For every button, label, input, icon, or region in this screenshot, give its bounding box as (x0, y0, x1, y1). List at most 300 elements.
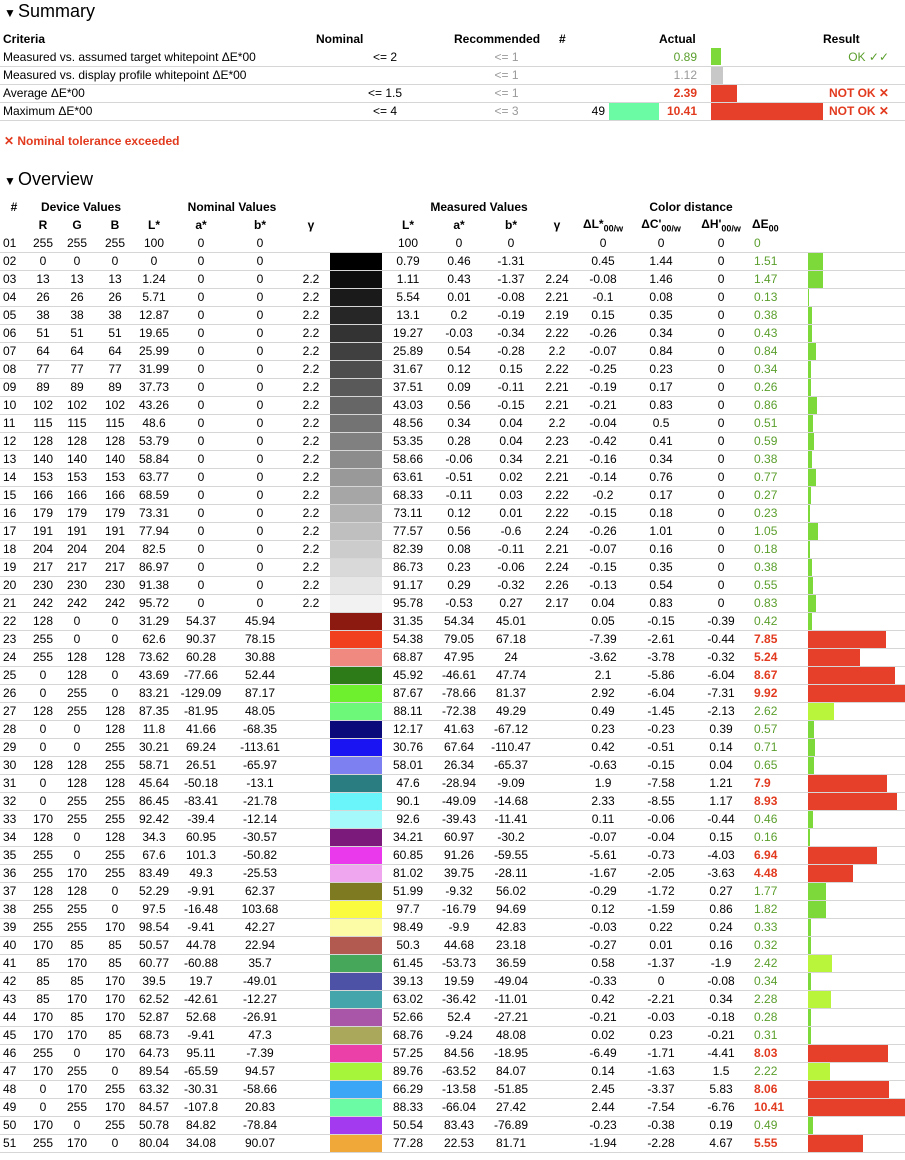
patch-number-cell: 44 (0, 1008, 28, 1026)
nominal-b-cell: -12.27 (228, 990, 292, 1008)
delta-e-cell: 8.93 (750, 792, 806, 810)
actual-bar-cell (711, 48, 823, 66)
nominal-gamma-cell: 2.2 (292, 504, 330, 522)
actual-bar-cell (711, 84, 823, 102)
nominal-gamma-cell: 2.2 (292, 342, 330, 360)
measured-l-cell: 63.02 (382, 990, 434, 1008)
color-swatch (330, 685, 382, 703)
delta-e-bar-cell (806, 738, 905, 756)
nominal-gamma-cell (292, 702, 330, 720)
device-b-cell: 230 (96, 576, 134, 594)
color-distance-header: Color distance (649, 200, 733, 214)
measured-l-cell: 52.66 (382, 1008, 434, 1026)
swatch-cell (330, 522, 382, 540)
delta-h-cell: -6.76 (692, 1098, 750, 1116)
color-swatch (330, 343, 382, 361)
delta-c-cell: -2.61 (630, 630, 692, 648)
nominal-gamma-cell: 2.2 (292, 576, 330, 594)
nominal-a-cell: 0 (174, 396, 228, 414)
color-swatch (330, 1009, 382, 1027)
actual-bar-track (711, 67, 823, 84)
measured-gamma-cell (538, 648, 576, 666)
nominal-a-cell: 0 (174, 288, 228, 306)
color-swatch (330, 883, 382, 901)
delta-e-bar-cell (806, 486, 905, 504)
delta-c-cell: -3.37 (630, 1080, 692, 1098)
delta-l-cell: 0.05 (576, 612, 630, 630)
nominal-gamma-cell: 2.2 (292, 558, 330, 576)
delta-e-bar-cell (806, 1116, 905, 1134)
nominal-l-cell: 67.6 (134, 846, 174, 864)
overview-row (0, 342, 905, 360)
delta-h-cell: 4.67 (692, 1134, 750, 1152)
delta-h-cell: 1.21 (692, 774, 750, 792)
device-b-cell: 170 (96, 918, 134, 936)
delta-c-cell: -8.55 (630, 792, 692, 810)
measured-b-cell: -59.55 (484, 846, 538, 864)
nominal-l-cell: 100 (134, 234, 174, 252)
delta-e-cell: 0.38 (750, 306, 806, 324)
measured-l-cell: 47.6 (382, 774, 434, 792)
nominal-a-cell: -60.88 (174, 954, 228, 972)
delta-h-cell: 0 (692, 594, 750, 612)
nominal-a-cell: -42.61 (174, 990, 228, 1008)
overview-row (0, 270, 905, 288)
delta-e-cell: 2.28 (750, 990, 806, 1008)
delta-h-cell: 0 (692, 396, 750, 414)
color-swatch (330, 234, 382, 252)
delta-e-cell: 1.77 (750, 882, 806, 900)
delta-e-cell: 0.65 (750, 756, 806, 774)
device-b-cell: 128 (96, 432, 134, 450)
measured-l-cell: 34.21 (382, 828, 434, 846)
measured-b-cell: -11.41 (484, 810, 538, 828)
device-g-cell: 0 (58, 630, 96, 648)
delta-e-cell: 5.24 (750, 648, 806, 666)
nominal-a-cell: 44.78 (174, 936, 228, 954)
delta-e-cell: 0.59 (750, 432, 806, 450)
nominal-b-cell: 78.15 (228, 630, 292, 648)
overview-row (0, 666, 905, 684)
delta-h-cell: 0.04 (692, 756, 750, 774)
nominal-a-cell: 19.7 (174, 972, 228, 990)
nominal-l-cell: 89.54 (134, 1062, 174, 1080)
color-swatch (330, 505, 382, 523)
nominal-header: Nominal (316, 32, 364, 46)
swatch-cell (330, 594, 382, 612)
delta-l-cell: 0.58 (576, 954, 630, 972)
nominal-l-cell: 60.77 (134, 954, 174, 972)
delta-e-bar-cell (806, 648, 905, 666)
actual-cell: 10.41 (659, 102, 711, 120)
nominal-b-cell: 0 (228, 486, 292, 504)
summary-table (0, 30, 905, 121)
measured-a-cell: 0.56 (434, 396, 484, 414)
nominal-l-cell: 52.87 (134, 1008, 174, 1026)
col-nominal-b: b* (254, 218, 266, 232)
nominal-a-cell: -65.59 (174, 1062, 228, 1080)
measured-gamma-cell: 2.21 (538, 450, 576, 468)
result-cell: NOT OK ✕ (823, 84, 905, 102)
delta-c-cell: -2.21 (630, 990, 692, 1008)
nominal-a-cell: -83.41 (174, 792, 228, 810)
nominal-l-cell: 73.62 (134, 648, 174, 666)
measured-l-cell: 87.67 (382, 684, 434, 702)
delta-e-bar (808, 1117, 813, 1134)
nominal-l-cell: 5.71 (134, 288, 174, 306)
nominal-b-cell: -30.57 (228, 828, 292, 846)
actual-bar (711, 67, 723, 84)
device-r-cell: 204 (28, 540, 58, 558)
measured-b-cell: -0.06 (484, 558, 538, 576)
delta-c-cell: -5.86 (630, 666, 692, 684)
overview-row (0, 612, 905, 630)
actual-cell: 0.89 (659, 48, 711, 66)
swatch-cell (330, 630, 382, 648)
delta-e-bar-cell (806, 504, 905, 522)
swatch-cell (330, 936, 382, 954)
nominal-l-cell: 63.77 (134, 468, 174, 486)
measured-a-cell: 91.26 (434, 846, 484, 864)
nominal-b-cell: -50.82 (228, 846, 292, 864)
color-swatch (330, 1027, 382, 1045)
nominal-gamma-cell (292, 990, 330, 1008)
nominal-b-cell: 0 (228, 558, 292, 576)
recommended-cell: <= 1 (454, 84, 559, 102)
nominal-gamma-cell: 2.2 (292, 468, 330, 486)
actual-header: Actual (659, 32, 696, 46)
nominal-gamma-cell (292, 720, 330, 738)
delta-c-cell: 0.18 (630, 504, 692, 522)
nominal-l-cell: 39.5 (134, 972, 174, 990)
col-delta-e: $\Delta E_{00}$ (752, 216, 779, 234)
delta-e-bar (808, 307, 812, 324)
delta-e-bar-cell (806, 846, 905, 864)
patch-number-cell: 24 (0, 648, 28, 666)
nominal-b-cell: 52.44 (228, 666, 292, 684)
nominal-a-cell: 0 (174, 306, 228, 324)
measured-l-cell: 89.76 (382, 1062, 434, 1080)
measured-b-cell: -0.6 (484, 522, 538, 540)
nominal-gamma-cell: 2.2 (292, 486, 330, 504)
measured-values-header: Measured Values (430, 200, 528, 214)
overview-row (0, 1062, 905, 1080)
overview-row (0, 1026, 905, 1044)
swatch-cell (330, 360, 382, 378)
delta-e-cell: 1.05 (750, 522, 806, 540)
delta-e-cell: 0.77 (750, 468, 806, 486)
device-r-cell: 13 (28, 270, 58, 288)
measured-gamma-cell (538, 630, 576, 648)
result-cell: OK ✓✓ (823, 48, 905, 66)
col-measured-b: b* (505, 218, 518, 232)
delta-e-bar (808, 667, 895, 684)
nominal-l-cell: 58.84 (134, 450, 174, 468)
delta-e-bar (808, 973, 811, 990)
measured-l-cell: 25.89 (382, 342, 434, 360)
nominal-a-cell: 0 (174, 540, 228, 558)
nominal-gamma-cell: 2.2 (292, 540, 330, 558)
nominal-a-cell: -107.8 (174, 1098, 228, 1116)
nominal-b-cell: 0 (228, 432, 292, 450)
measured-gamma-cell (538, 1044, 576, 1062)
delta-e-bar (808, 703, 834, 720)
swatch-cell (330, 468, 382, 486)
overview-row (0, 792, 905, 810)
delta-h-cell: 0 (692, 468, 750, 486)
overview-row (0, 846, 905, 864)
device-b-cell: 170 (96, 1008, 134, 1026)
overview-row (0, 432, 905, 450)
delta-l-cell: -0.21 (576, 1008, 630, 1026)
delta-e-bar (808, 721, 814, 738)
count-header: # (559, 32, 566, 46)
nominal-gamma-cell (292, 828, 330, 846)
device-g-cell: 255 (58, 1062, 96, 1080)
nominal-gamma-cell (292, 666, 330, 684)
delta-e-bar (808, 1027, 811, 1044)
delta-e-bar (808, 775, 887, 792)
nominal-gamma-cell (292, 774, 330, 792)
delta-e-cell: 0.23 (750, 504, 806, 522)
swatch-cell (330, 684, 382, 702)
measured-l-cell: 51.99 (382, 882, 434, 900)
measured-gamma-cell: 2.24 (538, 270, 576, 288)
overview-row (0, 1116, 905, 1134)
device-g-cell: 0 (58, 612, 96, 630)
measured-l-cell: 63.61 (382, 468, 434, 486)
delta-c-cell: -1.45 (630, 702, 692, 720)
patch-number-cell: 05 (0, 306, 28, 324)
nominal-cell: <= 4 (316, 102, 454, 120)
delta-c-cell: 0.17 (630, 486, 692, 504)
delta-h-cell: 0.39 (692, 720, 750, 738)
measured-gamma-cell (538, 720, 576, 738)
delta-c-cell: 0.41 (630, 432, 692, 450)
swatch-cell (330, 270, 382, 288)
delta-c-cell: 0.22 (630, 918, 692, 936)
nominal-b-cell: 103.68 (228, 900, 292, 918)
delta-h-cell: 0 (692, 324, 750, 342)
delta-e-bar-cell (806, 234, 905, 252)
delta-e-bar-cell (806, 252, 905, 270)
measured-a-cell: -63.52 (434, 1062, 484, 1080)
device-r-cell: 128 (28, 756, 58, 774)
col-nominal-l: L* (148, 218, 160, 232)
delta-h-cell: 5.83 (692, 1080, 750, 1098)
color-swatch (330, 631, 382, 649)
delta-h-cell: 0.24 (692, 918, 750, 936)
measured-b-cell: 45.01 (484, 612, 538, 630)
measured-gamma-cell: 2.24 (538, 558, 576, 576)
delta-e-bar (808, 901, 826, 918)
swatch-cell (330, 1080, 382, 1098)
measured-gamma-cell: 2.19 (538, 306, 576, 324)
swatch-cell (330, 288, 382, 306)
count-swatch-cell (609, 84, 659, 102)
count-swatch-cell (609, 48, 659, 66)
delta-h-cell: -0.08 (692, 972, 750, 990)
summary-section-toggle[interactable] (4, 0, 95, 24)
swatch-cell (330, 504, 382, 522)
measured-l-cell: 66.29 (382, 1080, 434, 1098)
nominal-a-cell: 90.37 (174, 630, 228, 648)
nominal-l-cell: 11.8 (134, 720, 174, 738)
measured-a-cell: 44.68 (434, 936, 484, 954)
measured-gamma-cell (538, 954, 576, 972)
nominal-gamma-cell (292, 882, 330, 900)
delta-e-bar-cell (806, 324, 905, 342)
delta-h-cell: -3.63 (692, 864, 750, 882)
delta-l-cell: -0.26 (576, 522, 630, 540)
measured-a-cell: -46.61 (434, 666, 484, 684)
delta-c-cell: 0.01 (630, 936, 692, 954)
delta-e-bar-cell (806, 270, 905, 288)
measured-b-cell: -0.11 (484, 378, 538, 396)
delta-h-cell: 0 (692, 288, 750, 306)
delta-c-cell: 0 (630, 234, 692, 252)
measured-gamma-cell (538, 846, 576, 864)
measured-gamma-cell (538, 990, 576, 1008)
delta-l-cell: 0.42 (576, 738, 630, 756)
delta-c-cell: 0.76 (630, 468, 692, 486)
device-r-cell: 0 (28, 774, 58, 792)
swatch-cell (330, 1116, 382, 1134)
nominal-l-cell: 58.71 (134, 756, 174, 774)
measured-a-cell: -78.66 (434, 684, 484, 702)
measured-b-cell: 0.34 (484, 450, 538, 468)
delta-c-cell: -3.78 (630, 648, 692, 666)
nominal-l-cell: 34.3 (134, 828, 174, 846)
delta-l-cell: 0 (576, 234, 630, 252)
delta-e-cell: 0.18 (750, 540, 806, 558)
delta-e-cell: 8.03 (750, 1044, 806, 1062)
device-g-cell: 255 (58, 792, 96, 810)
measured-a-cell: -0.06 (434, 450, 484, 468)
device-r-cell: 170 (28, 936, 58, 954)
swatch-cell (330, 414, 382, 432)
device-g-cell: 51 (58, 324, 96, 342)
swatch-cell (330, 720, 382, 738)
device-r-cell: 0 (28, 1080, 58, 1098)
color-swatch (330, 955, 382, 973)
nominal-gamma-cell (292, 1080, 330, 1098)
nominal-gamma-cell (292, 630, 330, 648)
nominal-b-cell: 0 (228, 504, 292, 522)
nominal-b-cell: 87.17 (228, 684, 292, 702)
swatch-cell (330, 1098, 382, 1116)
delta-e-bar (808, 595, 816, 612)
criteria-header: Criteria (3, 32, 46, 46)
swatch-cell (330, 882, 382, 900)
nominal-gamma-cell (292, 738, 330, 756)
nominal-b-cell: -26.91 (228, 1008, 292, 1026)
device-b-cell: 64 (96, 342, 134, 360)
delta-e-bar-cell (806, 396, 905, 414)
delta-e-cell: 2.62 (750, 702, 806, 720)
measured-a-cell: -16.79 (434, 900, 484, 918)
patch-number-cell: 03 (0, 270, 28, 288)
measured-b-cell: -14.68 (484, 792, 538, 810)
device-r-cell: 51 (28, 324, 58, 342)
delta-l-cell: 1.9 (576, 774, 630, 792)
measured-gamma-cell (538, 252, 576, 270)
swatch-cell (330, 900, 382, 918)
delta-h-cell: -0.21 (692, 1026, 750, 1044)
overview-row (0, 990, 905, 1008)
overview-row (0, 972, 905, 990)
delta-e-cell: 0.13 (750, 288, 806, 306)
delta-h-cell: 0.27 (692, 882, 750, 900)
criteria-cell: Measured vs. assumed target whitepoint ΔE*00 (0, 48, 316, 66)
delta-e-cell: 0.26 (750, 378, 806, 396)
overview-section-toggle[interactable] (4, 168, 93, 192)
nominal-b-cell: -13.1 (228, 774, 292, 792)
swatch-cell (330, 810, 382, 828)
delta-e-cell: 0.34 (750, 972, 806, 990)
measured-b-cell: 42.83 (484, 918, 538, 936)
delta-c-cell: -0.38 (630, 1116, 692, 1134)
swatch-cell (330, 576, 382, 594)
nominal-cell: <= 2 (316, 48, 454, 66)
measured-gamma-cell (538, 612, 576, 630)
patch-number-cell: 47 (0, 1062, 28, 1080)
overview-row (0, 522, 905, 540)
swatch-cell (330, 612, 382, 630)
device-g-cell: 128 (58, 756, 96, 774)
delta-c-cell: 0.83 (630, 594, 692, 612)
delta-h-cell: 0 (692, 504, 750, 522)
patch-number-cell: 42 (0, 972, 28, 990)
measured-l-cell: 19.27 (382, 324, 434, 342)
nominal-l-cell: 12.87 (134, 306, 174, 324)
overview-row (0, 828, 905, 846)
measured-b-cell: -11.01 (484, 990, 538, 1008)
device-g-cell: 191 (58, 522, 96, 540)
delta-l-cell: -0.03 (576, 918, 630, 936)
delta-e-bar-cell (806, 630, 905, 648)
delta-e-bar (808, 1063, 830, 1080)
col-measured-l: L* (402, 218, 415, 232)
measured-l-cell: 12.17 (382, 720, 434, 738)
col-nominal-gamma: γ (307, 218, 315, 232)
device-b-cell: 170 (96, 990, 134, 1008)
delta-e-bar-cell (806, 1098, 905, 1116)
patch-number-cell: 46 (0, 1044, 28, 1062)
color-swatch (330, 901, 382, 919)
delta-e-cell: 8.06 (750, 1080, 806, 1098)
delta-c-cell: -0.03 (630, 1008, 692, 1026)
color-swatch (330, 721, 382, 739)
delta-e-bar-cell (806, 540, 905, 558)
measured-a-cell: -13.58 (434, 1080, 484, 1098)
device-r-cell: 170 (28, 1062, 58, 1080)
patch-number-cell: 13 (0, 450, 28, 468)
delta-l-cell: 0.49 (576, 702, 630, 720)
nominal-l-cell: 87.35 (134, 702, 174, 720)
patch-number-cell: 39 (0, 918, 28, 936)
device-r-cell: 166 (28, 486, 58, 504)
measured-b-cell: -9.09 (484, 774, 538, 792)
measured-a-cell: 0.54 (434, 342, 484, 360)
device-values-header: Device Values (40, 200, 122, 214)
device-g-cell: 13 (58, 270, 96, 288)
delta-l-cell: -0.27 (576, 936, 630, 954)
delta-l-cell: -0.42 (576, 432, 630, 450)
delta-c-cell: 0.35 (630, 306, 692, 324)
delta-e-bar (808, 883, 826, 900)
count-cell (559, 66, 609, 84)
